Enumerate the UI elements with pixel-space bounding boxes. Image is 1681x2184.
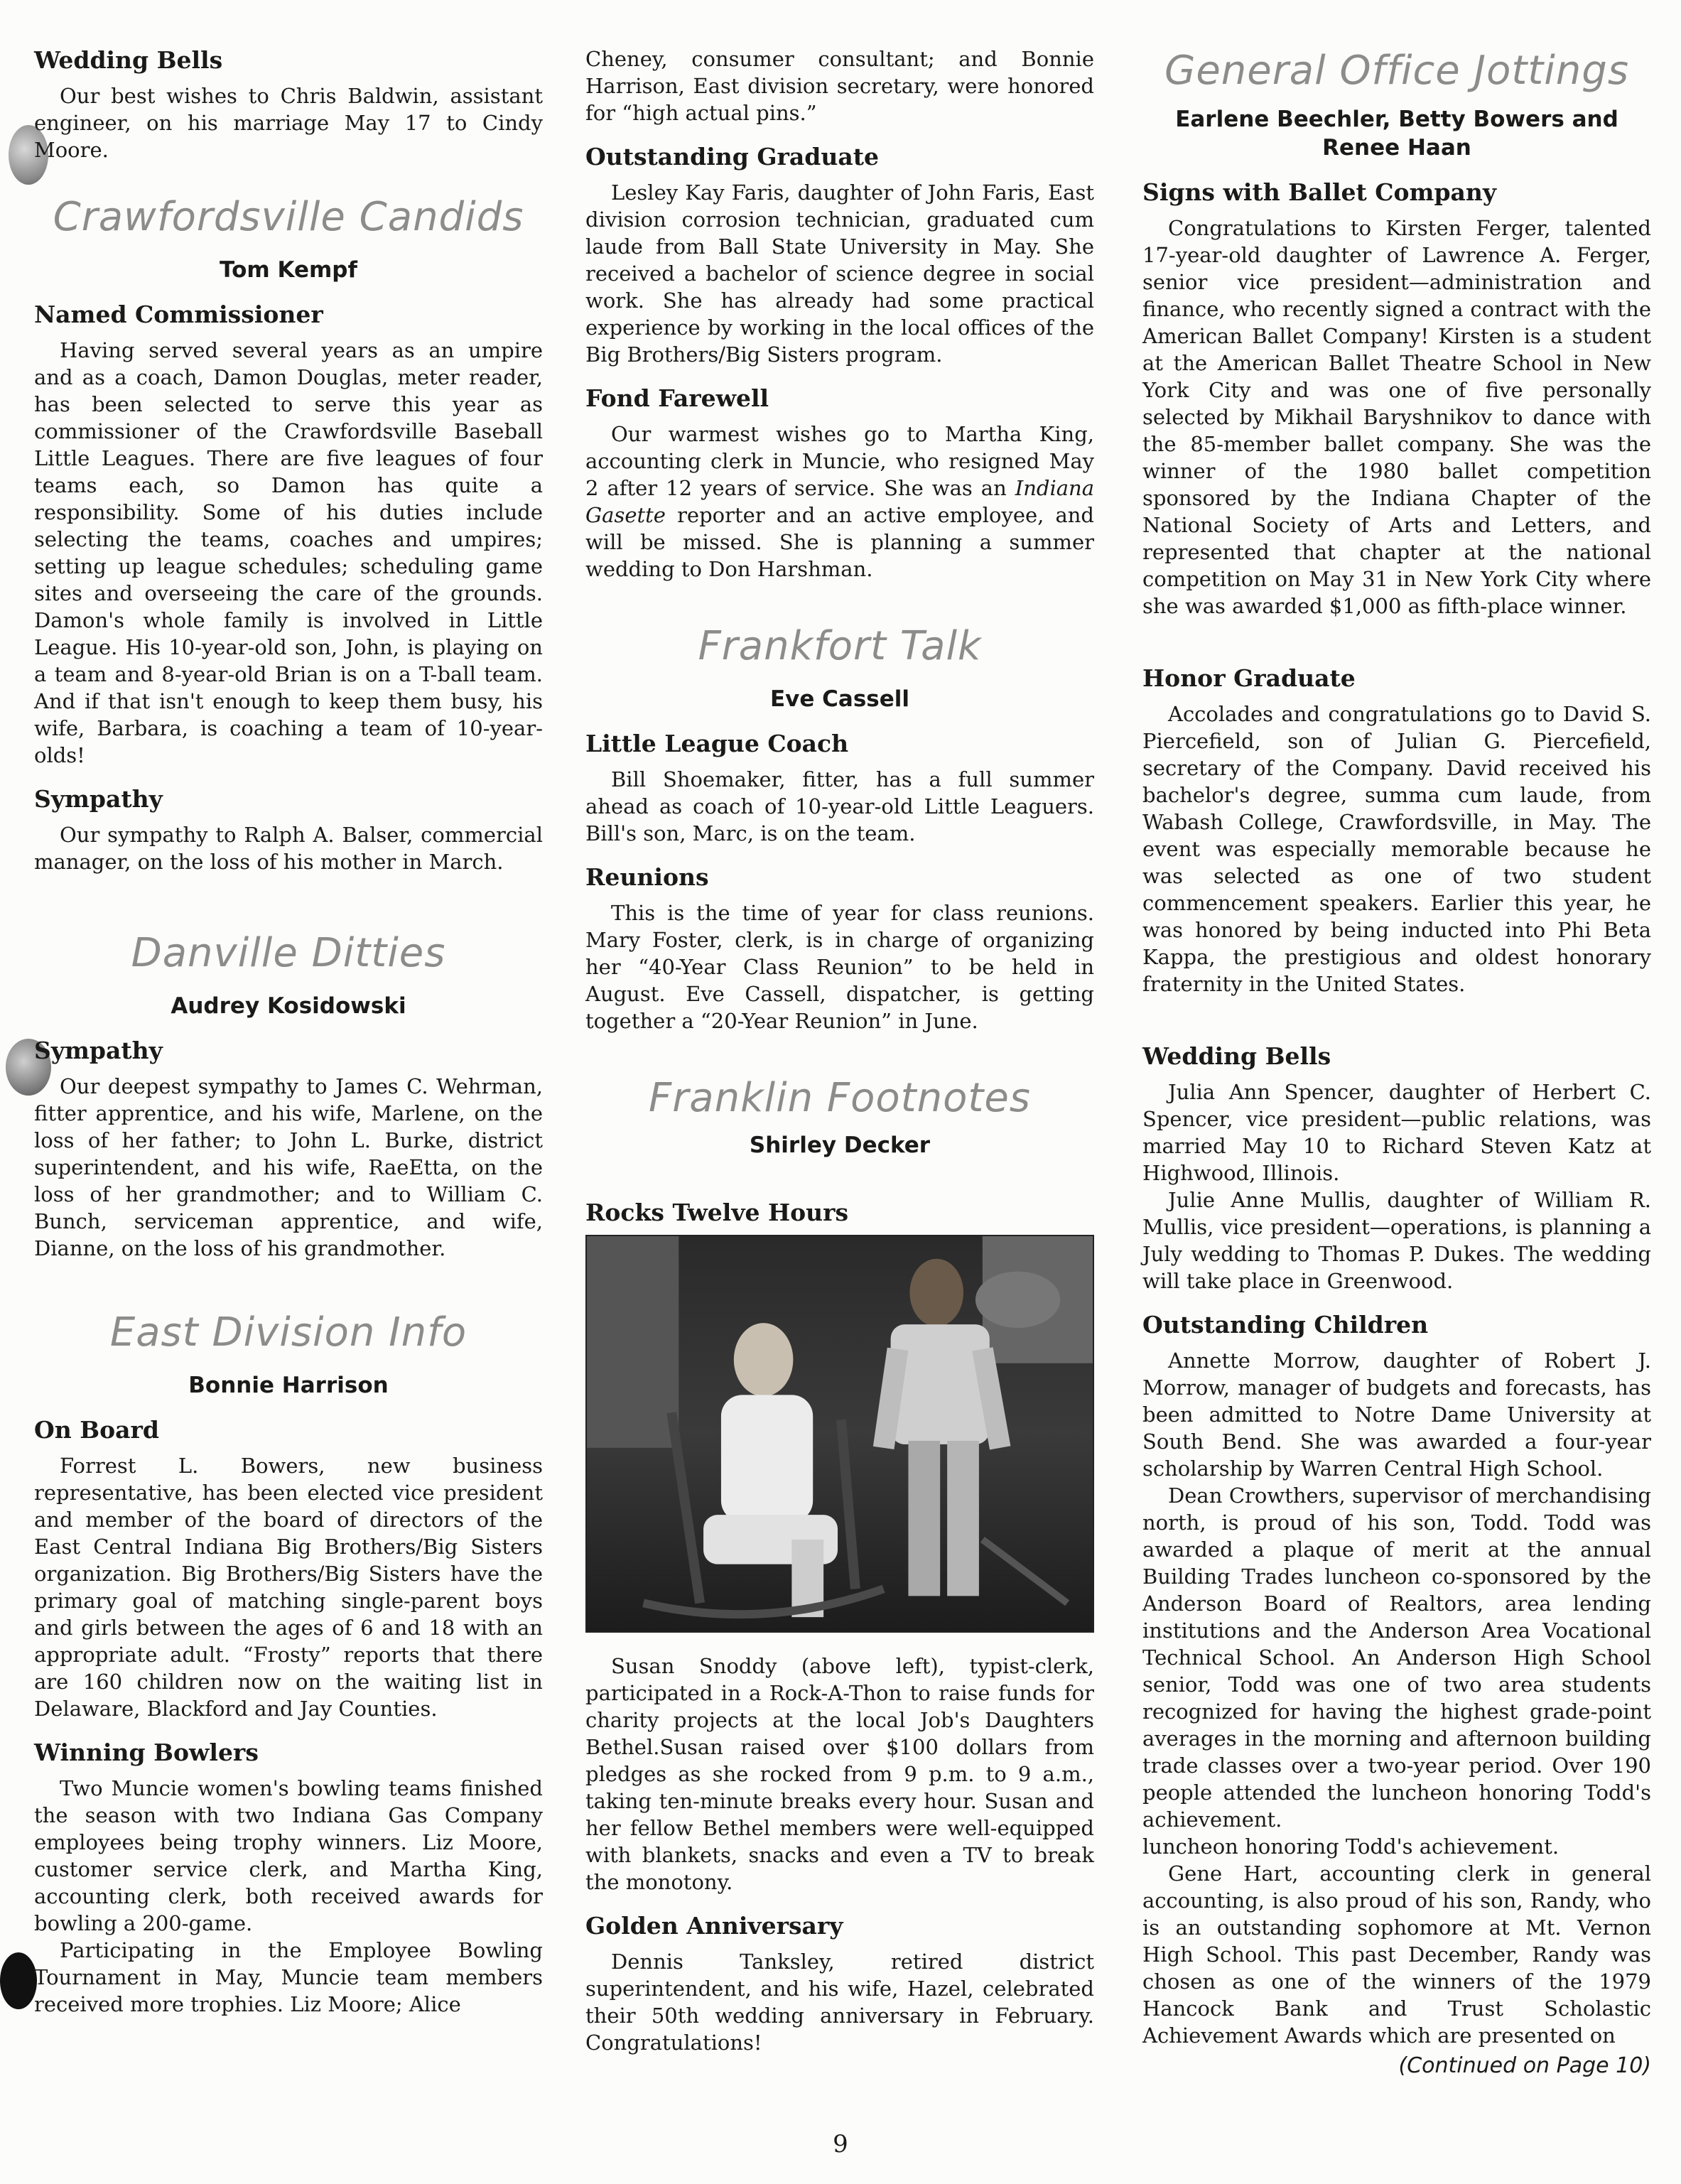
section-title: Franklin Footnotes xyxy=(649,1075,1031,1121)
byline: Audrey Kosidowski xyxy=(171,993,406,1019)
article-text: Participating in the Employee Bowling Tournament in May, Muncie team members received more trophies. Liz Moore; Alice xyxy=(34,1938,543,2016)
byline: Bonnie Harrison xyxy=(188,1373,389,1398)
publication-name: Indiana Gasette xyxy=(585,476,1094,527)
article-text: Julie Anne Mullis, daughter of William R. Mullis, vice president—operations, is planning a July wedding to Thomas P. Dukes. The wedding will take place in Greenwood. xyxy=(1142,1188,1651,1293)
article-text: luncheon honoring Todd's achievement. xyxy=(1142,1834,1560,1859)
article-text: Having served several years as an umpire and as a coach, Damon Douglas, meter reader, has been selected to serve this year as commissioner of the Crawfordsville Baseball Little Leagues. There are five leagues of four teams each, so Damon has quite a responsibility. Some of his duties include selecting the teams, coaches and umpires; setting up league schedules; scheduling game sites and overseeing the care of the grounds. Damon's whole family is involved in Little League. His 10-year-old son, John, is playing on a team and 8-year-old Brian is on a T-ball team. And if that isn't enough to keep them busy, his wife, Barbara, is coaching a team of 10-year-olds! xyxy=(34,338,543,767)
column-2 xyxy=(585,45,1094,2056)
section-title: Frankfort Talk xyxy=(698,623,982,669)
article-text: Julia Ann Spencer, daughter of Herbert C. Spencer, vice president—public relations, was married May 10 to Richard Steven Katz at Highwood, Illinois. xyxy=(1142,1080,1651,1185)
article-text: Bill Shoemaker, fitter, has a full summer ahead as coach of 10-year-old Little Leaguers. Bill's son, Marc, is on the team. xyxy=(585,767,1094,845)
section-heading: Little League Coach xyxy=(585,730,849,757)
article-text: This is the time of year for class reunions. Mary Foster, clerk, is in charge of organizing her “40-Year Class Reunion” to be held in August. Eve Cassell, dispatcher, is getting together a “20-Year Reunion” in June. xyxy=(585,901,1094,1033)
section-heading: Wedding Bells xyxy=(34,46,223,74)
article-text: Our best wishes to Chris Baldwin, assistant engineer, on his marriage May 17 to Cindy Moore. xyxy=(34,84,543,162)
article-text: Congratulations to Kirsten Ferger, talented 17-year-old daughter of Lawrence A. Ferger, senior vice president—administration and finance, who recently signed a contract with the American Ballet Company! Kirsten is a student at the American Ballet Theatre School in New York City and was one of five personally selected by Mikhail Baryshnikov to dance with the 85-member ballet company. She was the winner of the 1980 ballet competition sponsored by the Indiana Chapter of the National Society of Arts and Letters, and represented that chapter at the national competition on May 31 in New York City where she was awarded $1,000 as fifth-place winner. xyxy=(1142,216,1651,618)
byline: Earlene Beechler, Betty Bowers and Renee Haan xyxy=(1175,107,1618,161)
section-heading: Winning Bowlers xyxy=(34,1739,259,1766)
section-heading: Honor Graduate xyxy=(1142,664,1356,692)
article-text: Our deepest sympathy to James C. Wehrman, fitter apprentice, and his wife, Marlene, on the loss of her father; to John L. Burke, district superintendent, and his wife, RaeEtta, on the loss of her grandmother; and to William C. Bunch, serviceman apprentice, and wife, Dianne, on the loss of his grandmother. xyxy=(34,1074,543,1260)
article-text: Lesley Kay Faris, daughter of John Faris, East division corrosion technician, graduated cum laude from Ball State University in May. She received a bachelor of science degree in social work. She has already had some practical experience by working in the local offices of the Big Brothers/Big Sisters program. xyxy=(585,180,1094,367)
section-heading: Named Commissioner xyxy=(34,301,323,328)
article-text: Dennis Tanksley, retired district superintendent, and his wife, Hazel, celebrated their 50th wedding anniversary in February. Congratulations! xyxy=(585,1950,1094,2055)
photo-image xyxy=(587,1236,1093,1631)
continued-note: (Continued on Page 10) xyxy=(1398,2053,1651,2078)
text-run: Our warmest wishes go to Martha King, accounting clerk in Muncie, who resigned May 2 after 12 years of service. She was an xyxy=(585,422,1094,500)
section-heading: Reunions xyxy=(585,863,709,891)
byline: Tom Kempf xyxy=(220,257,357,283)
article-text: Accolades and congratulations go to David S. Piercefield, son of Julian G. Piercefield, secretary of the Company. David received his bachelor's degree, summa cum laude, from Wabash College, Crawfordsville, in May. The event was especially memorable because he was selected as one of two student commencement speakers. Earlier this year, he was honored by being inducted into Phi Beta Kappa, the prestigious and oldest honorary fraternity in the United States. xyxy=(1142,702,1651,996)
section-title: General Office Jottings xyxy=(1164,48,1630,94)
section-heading: Rocks Twelve Hours xyxy=(585,1199,849,1226)
section-heading: On Board xyxy=(34,1416,159,1444)
article-text xyxy=(585,421,1094,583)
byline: Eve Cassell xyxy=(769,686,910,712)
section-title: Danville Ditties xyxy=(131,930,446,976)
section-title: East Division Info xyxy=(109,1309,467,1356)
article-text: Forrest L. Bowers, new business representative, has been elected vice president and member of the board of directors of the East Central Indiana Big Brothers/Big Sisters organization. Big Brothers/Big Sisters have the primary goal of matching single-parent boys and girls between the ages of 6 and 18 with an appropriate adult. “Frosty” reports that there are 160 children now on the waiting list in Delaware, Blackford and Jay Counties. xyxy=(34,1454,543,1721)
section-heading: Sympathy xyxy=(34,785,163,813)
page-number: 9 xyxy=(833,2130,848,2158)
section-heading: Wedding Bells xyxy=(1142,1042,1331,1070)
article-text: Two Muncie women's bowling teams finished the season with two Indiana Gas Company employees being trophy winners. Liz Moore, customer service clerk, and Martha King, accounting clerk, both received awards for bowling a 200-game. xyxy=(34,1776,543,1935)
column-1 xyxy=(34,45,543,2018)
byline: Shirley Decker xyxy=(749,1132,931,1158)
article-text: Gene Hart, accounting clerk in general accounting, is also proud of his son, Randy, who is an outstanding sophomore at Mt. Vernon High School. This past December, Randy was chosen as one of the winners of the 1979 Hancock Bank and Trust Scholastic Achievement Awards which are presented on xyxy=(1142,1861,1651,2048)
section-heading: Golden Anniversary xyxy=(585,1912,843,1940)
column-3 xyxy=(1142,45,1651,2080)
section-heading: Outstanding Children xyxy=(1142,1311,1429,1339)
section-title: Crawfordsville Candids xyxy=(53,194,524,240)
article-text-continued: Cheney, consumer consultant; and Bonnie Harrison, East division secretary, were honored for “high actual pins.” xyxy=(585,47,1094,125)
article-text: Dean Crowthers, supervisor of merchandising north, is proud of his son, Todd. Todd was awarded a plaque of merit at the annual Building Trades luncheon co-sponsored by the Anderson Board of Realtors, area lending institutions and the Anderson Area Vocational Technical School. An Anderson High School senior, Todd was one of two area students recognized for having the highest grade-point averages in the morning and afternoon building trade classes over a two-year period. Over 190 people attended the luncheon honoring Todd's achievement. xyxy=(1142,1483,1651,1832)
punch-hole xyxy=(0,1952,37,2009)
section-heading: Signs with Ballet Company xyxy=(1142,178,1497,206)
section-heading: Sympathy xyxy=(34,1037,163,1064)
text-run: reporter and an active employee, and will be missed. She is planning a summer wedding to Don Harshman. xyxy=(585,503,1094,581)
photo-caption: Susan Snoddy (above left), typist-clerk, participated in a Rock-A-Thon to raise funds for charity projects at the local Job's Daughters Bethel.Susan raised over $100 dollars from pledges as she rocked from 9 p.m. to 9 a.m., taking ten-minute breaks every hour. Susan and her fellow Bethel members were well-equipped with blankets, snacks and even a TV to break the monotony. xyxy=(585,1654,1094,1894)
section-heading: Fond Farewell xyxy=(585,384,769,412)
article-text: Our sympathy to Ralph A. Balser, commercial manager, on the loss of his mother in March. xyxy=(34,823,543,874)
article-text: Annette Morrow, daughter of Robert J. Morrow, manager of budgets and forecasts, has been admitted to Notre Dame University at South Bend. She was awarded a four-year scholarship by Warren Central High School. xyxy=(1142,1348,1651,1481)
photo-rock-a-thon xyxy=(585,1235,1094,1633)
section-heading: Outstanding Graduate xyxy=(585,143,879,171)
